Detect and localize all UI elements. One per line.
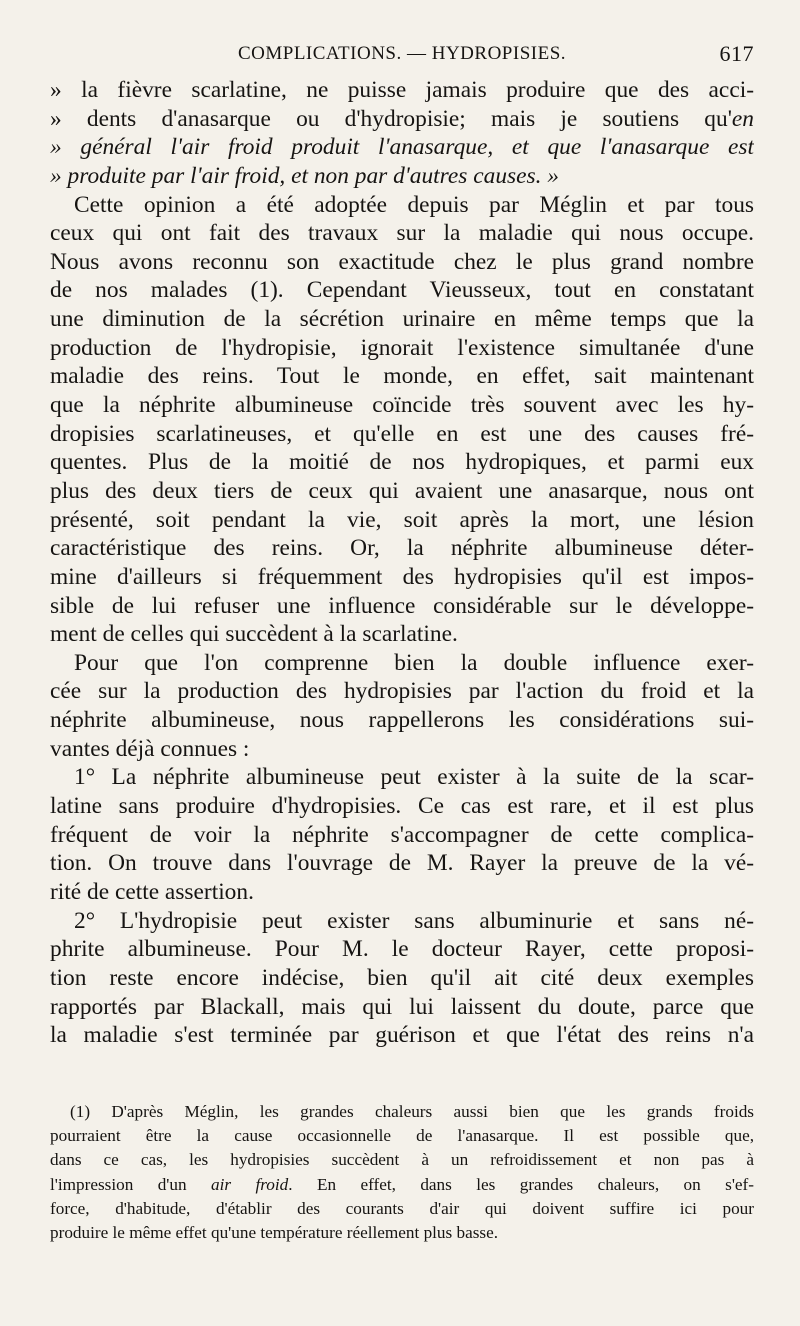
text-line: présenté, soit pendant la vie, soit après la mort, une lésion <box>50 506 754 533</box>
text-line: Nous avons reconnu son exactitude chez le plus grand nombre <box>50 248 754 275</box>
text-line: » général l'air froid produit l'anasarque, et que l'anasarque est <box>50 134 754 161</box>
text-line: production de l'hydropisie, ignorait l'existence simultanée d'une <box>50 334 754 361</box>
text-line: rapportés par Blackall, mais qui lui laissent du doute, parce que <box>50 993 754 1020</box>
text-line: tion. On trouve dans l'ouvrage de M. Rayer la preuve de la vé- <box>50 850 754 877</box>
running-header <box>50 36 754 72</box>
text-line: phrite albumineuse. Pour M. le docteur Rayer, cette proposi- <box>50 936 754 963</box>
text-line: une diminution de la sécrétion urinaire en même temps que la <box>50 306 754 333</box>
text-line: de nos malades (1). Cependant Vieusseux, tout en constatant <box>50 277 754 304</box>
text-line: caractéristique des reins. Or, la néphrite albumineuse déter- <box>50 535 754 562</box>
text-line: quentes. Plus de la moitié de nos hydropiques, et parmi eux <box>50 449 754 476</box>
text-line: dropisies scarlatineuses, et qu'elle en est une des causes fré- <box>50 420 754 447</box>
page-number: 617 <box>719 41 754 66</box>
text-line: tion reste encore indécise, bien qu'il ait cité deux exemples <box>50 964 754 991</box>
footnote-line: dans ce cas, les hydropisies succèdent à un refroidissement et non pas à <box>50 1150 754 1170</box>
text-line: Pour que l'on comprenne bien la double influence exer- <box>74 649 754 676</box>
footnote-line: l'impression d'un air froid. En effet, dans les grandes chaleurs, on s'ef- <box>50 1174 754 1194</box>
text-line: mine d'ailleurs si fréquemment des hydropisies qu'il est impos- <box>50 563 754 590</box>
text-line: plus des deux tiers de ceux qui avaient une anasarque, nous ont <box>50 477 754 504</box>
text-line: maladie des reins. Tout le monde, en effet, sait maintenant <box>50 363 754 390</box>
footnote <box>50 1100 754 1246</box>
footnote-line: (1) D'après Méglin, les grandes chaleurs aussi bien que les grands froids <box>70 1101 754 1121</box>
running-title: COMPLICATIONS. — HYDROPISIES. <box>237 43 567 64</box>
text-line: vantes déjà connues : <box>50 735 250 762</box>
text-line: ment de celles qui succèdent à la scarlatine. <box>50 621 458 648</box>
footnote-line: pourraient être la cause occasionnelle de l'anasarque. Il est possible que, <box>50 1126 754 1146</box>
text-line: 2° L'hydropisie peut exister sans albuminurie et sans né- <box>74 907 754 934</box>
text-line: fréquent de voir la néphrite s'accompagner de cette complica- <box>50 821 754 848</box>
main-text <box>50 76 754 1050</box>
text-line: » produite par l'air froid, et non par d'autres causes. » <box>50 162 559 189</box>
text-line: que la néphrite albumineuse coïncide très souvent avec les hy- <box>50 392 754 419</box>
text-line: néphrite albumineuse, nous rappellerons les considérations sui- <box>50 707 754 734</box>
footnote-line: produire le même effet qu'une température réellement plus basse. <box>50 1223 499 1243</box>
text-line: Cette opinion a été adoptée depuis par Méglin et par tous <box>74 191 754 218</box>
text-line: rité de cette assertion. <box>50 878 254 905</box>
text-line: » dents d'anasarque ou d'hydropisie; mais je soutiens qu'en <box>50 105 754 132</box>
footnote-line: force, d'habitude, d'établir des courants d'air qui doivent suffire ici pour <box>50 1198 754 1218</box>
text-line: sible de lui refuser une influence considérable sur le développe- <box>50 592 754 619</box>
text-line: » la fièvre scarlatine, ne puisse jamais produire que des acci- <box>50 77 754 103</box>
text-line: cée sur la production des hydropisies par l'action du froid et la <box>50 678 754 705</box>
text-line: ceux qui ont fait des travaux sur la maladie qui nous occupe. <box>50 220 754 247</box>
text-line: 1° La néphrite albumineuse peut exister à la suite de la scar- <box>74 764 754 791</box>
text-line: latine sans produire d'hydropisies. Ce cas est rare, et il est plus <box>50 793 754 820</box>
text-line: la maladie s'est terminée par guérison et que l'état des reins n'a <box>50 1022 754 1049</box>
